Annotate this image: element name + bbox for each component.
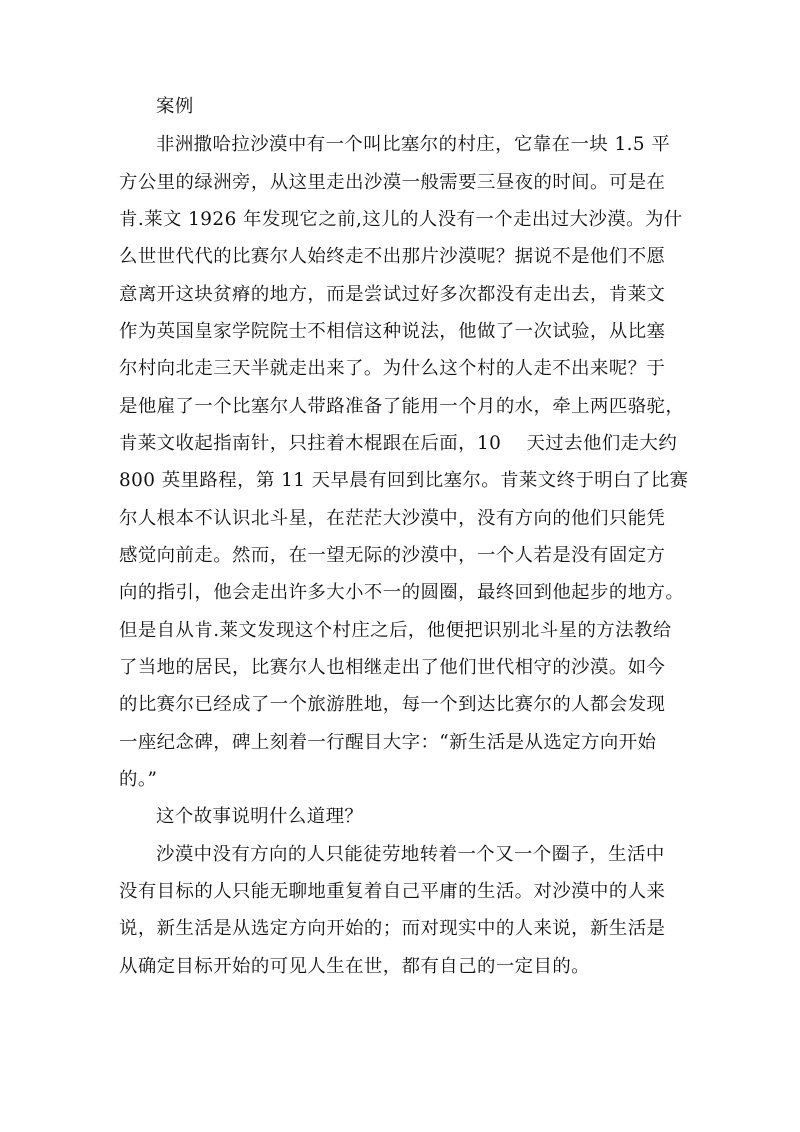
story-line: 意离开这块贫瘠的地方，而是尝试过好多次都没有走出去，肯莱文 <box>119 284 666 305</box>
question: 这个故事说明什么道理？ <box>156 806 364 827</box>
answer-line: 从确定目标开始的可见人生在世，都有自己的一定目的。 <box>119 956 591 977</box>
story-line: 感觉向前走。然而，在一望无际的沙漠中，一个人若是没有固定方 <box>119 545 666 566</box>
story-line: 作为英国皇家学院院士不相信这种说法，他做了一次试验，从比塞 <box>119 321 666 342</box>
story-line: 了当地的居民，比赛尔人也相继走出了他们世代相守的沙漠。如今 <box>119 657 666 678</box>
heading: 案例 <box>156 96 194 117</box>
story-line: 尔人根本不认识北斗星，在茫茫大沙漠中，没有方向的他们只能凭 <box>119 508 666 529</box>
story-line: 尔村向北走三天半就走出来了。为什么这个村的人走不出来呢？于 <box>119 358 666 379</box>
story-line: 是他雇了一个比塞尔人带路准备了能用一个月的水，牵上两匹骆驼， <box>119 396 685 417</box>
answer-line: 说，新生活是从选定方向开始的；而对现实中的人来说，新生活是 <box>119 918 666 939</box>
story-line: 肯莱文收起指南针，只拄着木棍跟在后面，10 天过去他们走大约 <box>119 433 678 454</box>
story-line: 的。” <box>119 769 158 790</box>
story-line: 800 英里路程，第 11 天早晨有回到比塞尔。肯莱文终于明白了比赛 <box>119 470 689 491</box>
story-line: 一座纪念碑，碑上刻着一行醒目大字：“新生活是从选定方向开始 <box>119 732 657 753</box>
story-line: 但是自从肯.莱文发现这个村庄之后，他便把识别北斗星的方法教给 <box>119 620 672 641</box>
story-line: 向的指引，他会走出许多大小不一的圆圈，最终回到他起步的地方。 <box>119 582 685 603</box>
story-line: 肯.莱文 1926 年发现它之前,这儿的人没有一个走出过大沙漠。为什 <box>119 209 683 230</box>
story-line: 么世世代代的比赛尔人始终走不出那片沙漠呢？据说不是他们不愿 <box>119 246 666 267</box>
answer-line: 沙漠中没有方向的人只能徒劳地转着一个又一个圈子，生活中 <box>156 844 665 865</box>
story-line: 非洲撒哈拉沙漠中有一个叫比塞尔的村庄，它靠在一块 1.5 平 <box>156 134 671 155</box>
answer-line: 没有目标的人只能无聊地重复着自己平庸的生活。对沙漠中的人来 <box>119 881 666 902</box>
story-line: 的比赛尔已经成了一个旅游胜地，每一个到达比赛尔的人都会发现 <box>119 694 666 715</box>
story-line: 方公里的绿洲旁，从这里走出沙漠一般需要三昼夜的时间。可是在 <box>119 172 666 193</box>
